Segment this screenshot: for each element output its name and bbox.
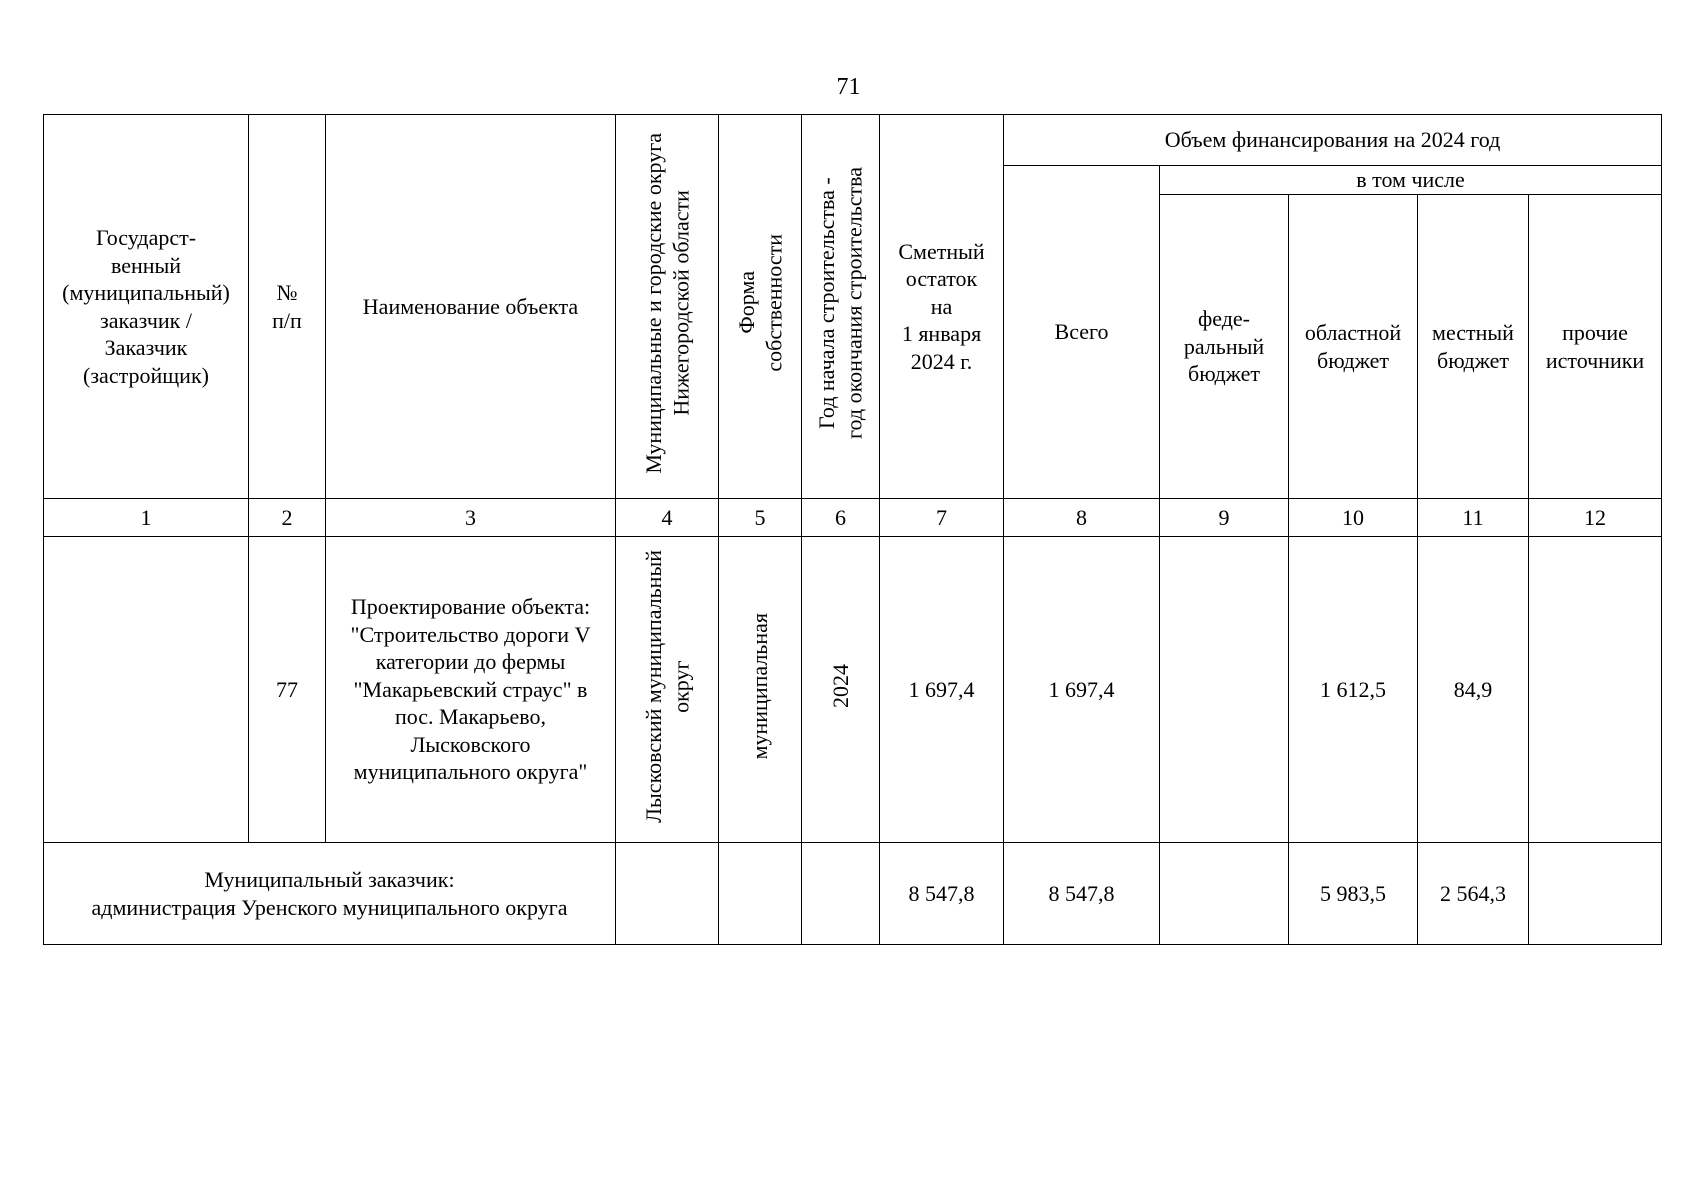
total-years (802, 843, 880, 945)
header-number: № п/п (249, 115, 326, 499)
row-number: 77 (249, 537, 326, 843)
column-number: 1 (44, 499, 249, 537)
header-funding-group: Объем финансирования на 2024 год (1004, 115, 1662, 166)
total-federal (1160, 843, 1289, 945)
header-total: Всего (1004, 166, 1160, 499)
total-label: Муниципальный заказчик: администрация Уренского муниципального округа (44, 843, 616, 945)
row-years-cell (802, 537, 880, 843)
row-object-name: Проектирование объекта: "Строительство дороги V категории до фермы "Макарьевский страус" в пос. Макарьево, Лысковского муниципального округа" (326, 537, 616, 843)
header-ownership-cell (719, 115, 802, 499)
column-number: 11 (1418, 499, 1529, 537)
total-ownership (719, 843, 802, 945)
total-other (1529, 843, 1662, 945)
header-years: Год начала строительства - год окончания строительства (814, 167, 867, 440)
column-number: 10 (1289, 499, 1418, 537)
column-number: 12 (1529, 499, 1662, 537)
header-customer: Государст- венный (муниципальный) заказчик / Заказчик (застройщик) (44, 115, 249, 499)
table-row (44, 537, 1662, 843)
header-remaining: Сметный остаток на 1 января 2024 г. (880, 115, 1004, 499)
header-districts-cell (616, 115, 719, 499)
row-regional: 1 612,5 (1289, 537, 1418, 843)
column-number: 8 (1004, 499, 1160, 537)
row-federal (1160, 537, 1289, 843)
total-total: 8 547,8 (1004, 843, 1160, 945)
column-number: 5 (719, 499, 802, 537)
row-years: 2024 (827, 664, 853, 709)
row-local: 84,9 (1418, 537, 1529, 843)
header-regional: областной бюджет (1289, 195, 1418, 499)
header-years-cell (802, 115, 880, 499)
financing-table (43, 114, 1662, 945)
row-ownership: муниципальная (747, 613, 773, 760)
column-number: 7 (880, 499, 1004, 537)
column-number: 3 (326, 499, 616, 537)
header-row (44, 115, 1662, 166)
total-district (616, 843, 719, 945)
total-row (44, 843, 1662, 945)
column-number-row (44, 499, 1662, 537)
column-number: 4 (616, 499, 719, 537)
row-other (1529, 537, 1662, 843)
row-district-cell (616, 537, 719, 843)
column-number: 9 (1160, 499, 1289, 537)
column-number: 2 (249, 499, 326, 537)
header-local: местный бюджет (1418, 195, 1529, 499)
total-local: 2 564,3 (1418, 843, 1529, 945)
row-remaining: 1 697,4 (880, 537, 1004, 843)
total-regional: 5 983,5 (1289, 843, 1418, 945)
header-other: прочие источники (1529, 195, 1662, 499)
total-remaining: 8 547,8 (880, 843, 1004, 945)
row-district: Лысковский муниципальный округ (640, 549, 693, 823)
page-number: 71 (836, 74, 861, 100)
header-object-name: Наименование объекта (326, 115, 616, 499)
header-federal: феде- ральный бюджет (1160, 195, 1289, 499)
row-ownership-cell (719, 537, 802, 843)
row-total: 1 697,4 (1004, 537, 1160, 843)
header-ownership: Форма собственности (733, 234, 786, 373)
column-number: 6 (802, 499, 880, 537)
header-including: в том числе (1160, 166, 1662, 195)
header-districts: Муниципальные и городские округа Нижегородской области (640, 132, 693, 474)
row-customer (44, 537, 249, 843)
